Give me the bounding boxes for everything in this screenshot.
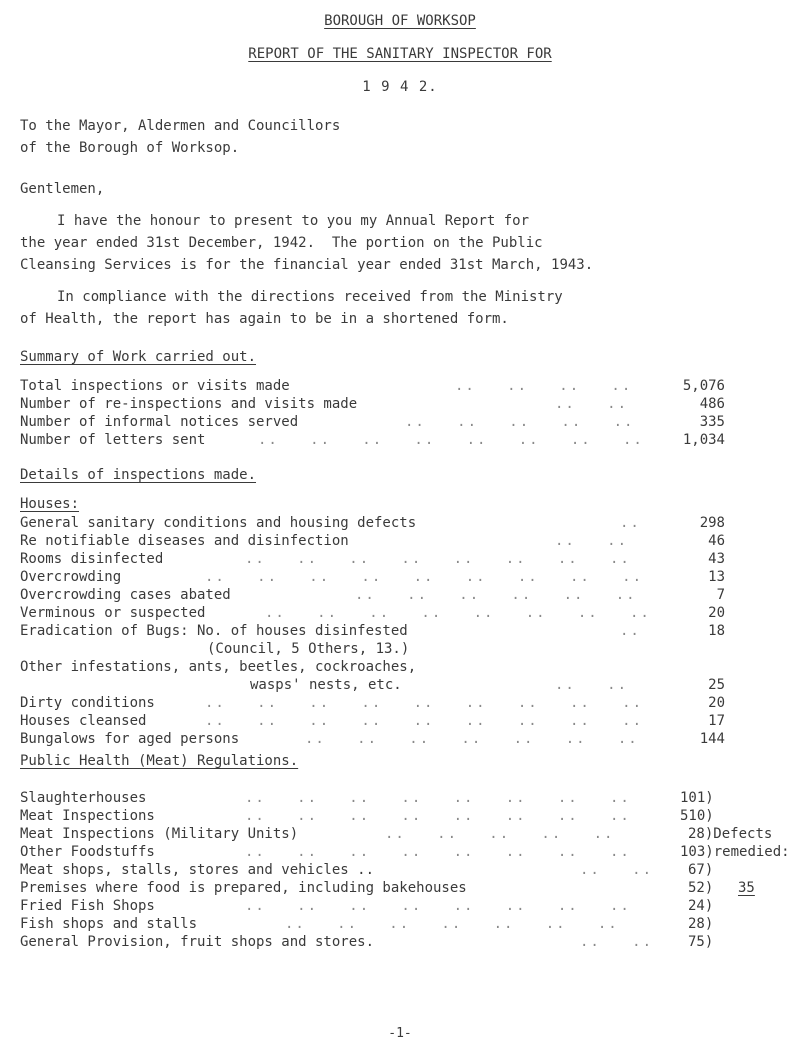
detail-label: Eradication of Bugs: No. of houses disinfested	[20, 623, 408, 639]
meat-label: Meat Inspections	[20, 808, 155, 824]
leader-dots: .. .. .. .. .. .. .. .. ..	[205, 713, 644, 729]
detail-label: Overcrowding	[20, 569, 122, 585]
leader-dots: .. .. .. .. .. .. .. ..	[245, 898, 631, 914]
leader-dots: .. .. .. .. .. .. .. ..	[245, 844, 631, 860]
detail-label: Dirty conditions	[20, 695, 155, 711]
detail-label: Rooms disinfected	[20, 551, 164, 567]
detail-value: 18	[708, 623, 725, 639]
leader-dots: .. .. .. .. .. ..	[355, 587, 637, 603]
other-infestations-line1: Other infestations, ants, beetles, cockroaches,	[20, 659, 417, 675]
detail-value: 25	[708, 677, 725, 693]
leader-dots: .. ..	[580, 862, 654, 878]
leader-dots: .. ..	[555, 396, 629, 412]
detail-label: Bungalows for aged persons	[20, 731, 240, 747]
meat-value: 101)	[680, 790, 714, 806]
leader-dots: .. ..	[555, 677, 629, 693]
intro-p2-line2: of Health, the report has again to be in a shortened form.	[20, 311, 509, 327]
summary-value: 335	[699, 414, 725, 430]
leader-dots: .. .. .. .. .. .. ..	[285, 916, 619, 932]
detail-value: 43	[708, 551, 725, 567]
defects-label: Defects	[713, 826, 773, 842]
bugs-breakdown: (Council, 5 Others, 13.)	[207, 641, 410, 657]
intro-p1-line1: I have the honour to present to you my Annual Report for	[57, 213, 530, 229]
meat-value: 24)	[688, 898, 714, 914]
leader-dots: .. .. .. .. .. .. .. ..	[245, 808, 631, 824]
detail-value: 17	[708, 713, 725, 729]
summary-value: 486	[699, 396, 725, 412]
meat-label: Meat shops, stalls, stores and vehicles ..	[20, 862, 375, 878]
report-year: 1 9 4 2.	[362, 79, 438, 95]
meat-label: General Provision, fruit shops and stores.	[20, 934, 375, 950]
defects-remedied-total: 35	[738, 880, 755, 896]
houses-heading: Houses:	[20, 496, 80, 512]
meat-value: 52)	[688, 880, 714, 896]
address-line-2: of the Borough of Worksop.	[20, 140, 240, 156]
meat-value: 75)	[688, 934, 714, 950]
detail-value: 298	[699, 515, 725, 531]
meat-label: Fish shops and stalls	[20, 916, 198, 932]
meat-heading: Public Health (Meat) Regulations.	[20, 753, 299, 769]
meat-label: Meat Inspections (Military Units)	[20, 826, 299, 842]
summary-heading: Summary of Work carried out.	[20, 349, 257, 365]
leader-dots: ..	[620, 515, 641, 531]
leader-dots: .. ..	[555, 533, 629, 549]
summary-value: 5,076	[682, 378, 725, 394]
intro-p2-line1: In compliance with the directions received from the Ministry	[57, 289, 563, 305]
detail-value: 144	[699, 731, 725, 747]
meat-label: Premises where food is prepared, including bakehouses	[20, 880, 467, 896]
leader-dots: .. .. .. .. .. .. .. ..	[245, 790, 631, 806]
detail-label: Overcrowding cases abated	[20, 587, 231, 603]
meat-value: 28)Defects	[688, 826, 773, 842]
borough-title: BOROUGH OF WORKSOP	[324, 13, 476, 29]
meat-value: 67)	[688, 862, 714, 878]
leader-dots: .. .. .. .. .. .. .. .. ..	[205, 569, 644, 585]
meat-value: 28)	[688, 916, 714, 932]
other-infestations-line2: wasps' nests, etc.	[250, 677, 402, 693]
summary-label: Total inspections or visits made	[20, 378, 290, 394]
leader-dots: .. .. .. .. ..	[385, 826, 615, 842]
detail-value: 20	[708, 695, 725, 711]
report-title: REPORT OF THE SANITARY INSPECTOR FOR	[248, 46, 552, 62]
meat-label: Other Foodstuffs	[20, 844, 155, 860]
summary-label: Number of informal notices served	[20, 414, 299, 430]
details-heading: Details of inspections made.	[20, 467, 257, 483]
summary-label: Number of re-inspections and visits made	[20, 396, 358, 412]
summary-value: 1,034	[682, 432, 725, 448]
meat-value: 510)	[680, 808, 714, 824]
leader-dots: .. .. .. .. .. .. .. ..	[258, 432, 644, 448]
meat-label: Fried Fish Shops	[20, 898, 155, 914]
intro-p1-line3: Cleansing Services is for the financial year ended 31st March, 1943.	[20, 257, 594, 273]
address-line-1: To the Mayor, Aldermen and Councillors	[20, 118, 341, 134]
leader-dots: .. .. .. .. .. .. .. ..	[245, 551, 631, 567]
summary-label: Number of letters sent	[20, 432, 206, 448]
leader-dots: .. .. .. .. .. .. .. ..	[265, 605, 651, 621]
intro-p1-line2: the year ended 31st December, 1942. The portion on the Public	[20, 235, 543, 251]
leader-dots: .. .. .. .. .. .. ..	[305, 731, 639, 747]
meat-value: 103)remedied:	[680, 844, 790, 860]
meat-label: Slaughterhouses	[20, 790, 147, 806]
leader-dots: ..	[620, 623, 641, 639]
detail-value: 7	[716, 587, 725, 603]
greeting: Gentlemen,	[20, 181, 105, 197]
detail-label: Verminous or suspected	[20, 605, 206, 621]
leader-dots: .. .. .. .. .. .. .. .. ..	[205, 695, 644, 711]
leader-dots: .. ..	[580, 934, 654, 950]
detail-label: Houses cleansed	[20, 713, 147, 729]
remedied-label: remedied:	[713, 844, 790, 860]
detail-label: Re notifiable diseases and disinfection	[20, 533, 349, 549]
page-number: -1-	[388, 1026, 412, 1041]
detail-value: 13	[708, 569, 725, 585]
detail-label: General sanitary conditions and housing defects	[20, 515, 417, 531]
leader-dots: .. .. .. .. ..	[405, 414, 635, 430]
leader-dots: .. .. .. ..	[455, 378, 633, 394]
detail-value: 46	[708, 533, 725, 549]
detail-value: 20	[708, 605, 725, 621]
